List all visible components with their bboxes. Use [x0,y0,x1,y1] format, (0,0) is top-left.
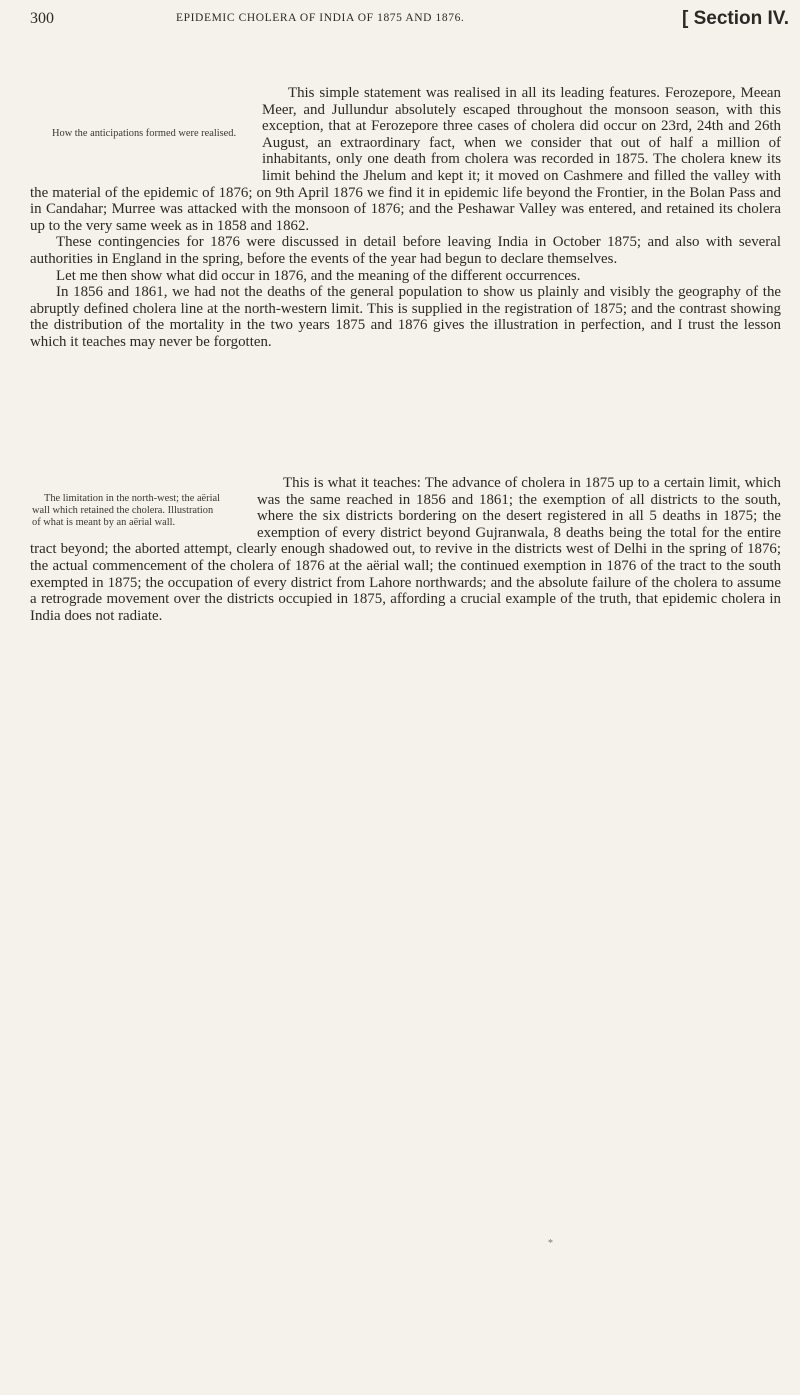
page-header [30,10,795,36]
side-note-aerial-wall: The limitation in the north-west; the aërial wall which retained the cholera. Illustration of what is meant by an aërial wall. [32,493,221,528]
margin-note-spacer [30,123,262,173]
section-label: [ Section IV. [682,8,789,29]
margin-note-spacer [30,475,257,535]
body-text-upper [30,85,781,351]
body-text-lower [30,475,781,624]
side-note-anticipations: How the anticipations formed were realised. [52,128,237,139]
page-number: 300 [30,10,54,27]
paragraph: In 1856 and 1861, we had not the deaths of the general population to show us plainly and visibly the geography of the abruptly defined cholera line at the north-western limit. This is supplied in the registration of 1875; and the contrast showing the distribution of the mortality in the two years 1875 and 1876 gives the illustration in perfection, and I trust the lesson which it teaches may never be forgotten. [30,284,781,350]
stray-mark: * [548,1238,553,1249]
paragraph: This simple statement was realised in all its leading features. Ferozepore, Meean Meer, and Jullundur absolutely escaped throughout the monsoon season, with this exception, that at Ferozepore three cases of cholera did occur on 23rd, 24th and 26th August, an extraordinary fact, when we consider that out of half a million of inhabitants, only one death from cholera was recorded in 1875. The cholera knew its limit behind the Jhelum and kept it; it moved on Cashmere and filled the valley with the material of the epidemic of 1876; on 9th April 1876 we find it in epidemic life beyond the Frontier, in the Bolan Pass and in Candahar; Murree was attacked with the monsoon of 1876; and the Peshawar Valley was entered, and retained its cholera up to the very same week as in 1858 and 1862. [30,85,781,234]
paragraph: This is what it teaches: The advance of cholera in 1875 up to a certain limit, which was the same reached in 1856 and 1861; the exemption of all districts to the south, where the six districts bordering on the desert registered in all 5 deaths in 1875; the exemption of every district beyond Gujranwala, 8 deaths being the total for the entire tract beyond; the aborted attempt, clearly enough shadowed out, to revive in the districts west of Delhi in the spring of 1876; the actual commencement of the cholera of 1876 at the aërial wall; the continued exemption in 1876 of the tract to the south exempted in 1875; the occupation of every district from Lahore northwards; and the absolute failure of the cholera to assume a retrograde movement over the districts occupied in 1875, affording a crucial example of the truth, that epidemic cholera in India does not radiate. [30,475,781,624]
running-title: EPIDEMIC CHOLERA OF INDIA OF 1875 AND 1876. [176,12,465,24]
paragraph: Let me then show what did occur in 1876, and the meaning of the different occurrences. [56,267,581,284]
paragraph: These contingencies for 1876 were discussed in detail before leaving India in October 1875; and also with several authorities in England in the spring, before the events of the year had begun to declare themselves. [30,234,781,267]
